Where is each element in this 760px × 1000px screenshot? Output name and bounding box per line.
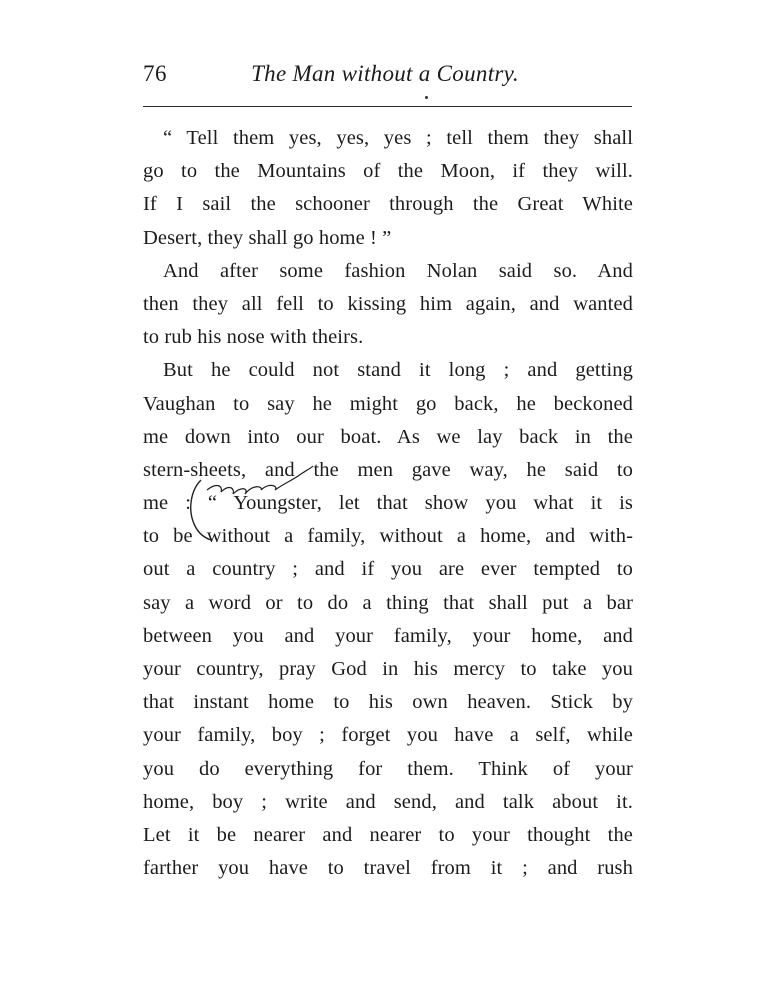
text-line: Desert, they shall go home ! ” [143, 226, 392, 249]
header-rule [143, 106, 632, 107]
text-line: But he could not stand it long ; and getting [163, 359, 633, 382]
text-line: to be without a family, without a home, and with- [143, 525, 633, 548]
text-line: And after some fashion Nolan said so. And [163, 259, 633, 282]
text-line: go to the Mountains of the Moon, if they will. [143, 160, 633, 183]
annotation-scrawl [207, 474, 301, 494]
text-line: Vaughan to say he might go back, he beckoned [143, 392, 633, 415]
text-line: me down into our boat. As we lay back in the [143, 425, 633, 448]
text-line: stern-sheets, and the men gave way, he said to [143, 458, 633, 481]
text-line: then they all fell to kissing him again, and wanted [143, 292, 633, 315]
text-line: that instant home to his own heaven. Stick by [143, 691, 633, 714]
handwritten-annotation [183, 460, 323, 560]
text-line: home, boy ; write and send, and talk about it. [143, 790, 633, 813]
text-line: me : “ Youngster, let that show you what it is [143, 492, 633, 515]
text-line: “ Tell them yes, yes, yes ; tell them they shall [163, 127, 633, 149]
text-line: farther you have to travel from it ; and rush [143, 857, 633, 880]
text-line: If I sail the schooner through the Great White [143, 193, 633, 216]
page-number: 76 [143, 61, 167, 86]
rule-dot [425, 96, 428, 99]
text-line: between you and your family, your home, and [143, 624, 633, 647]
text-line: out a country ; and if you are ever tempted to [143, 558, 633, 581]
text-line: Let it be nearer and nearer to your thought the [143, 823, 633, 846]
text-line: your family, boy ; forget you have a self, while [143, 724, 633, 747]
text-line: to rub his nose with theirs. [143, 326, 364, 349]
text-line: your country, pray God in his mercy to take you [143, 658, 633, 680]
text-line: say a word or to do a thing that shall put a bar [143, 591, 633, 614]
annotation-stroke [301, 466, 313, 474]
running-header [143, 61, 632, 95]
running-title: The Man without a Country. [251, 61, 519, 86]
text-line: you do everything for them. Think of your [143, 757, 633, 780]
